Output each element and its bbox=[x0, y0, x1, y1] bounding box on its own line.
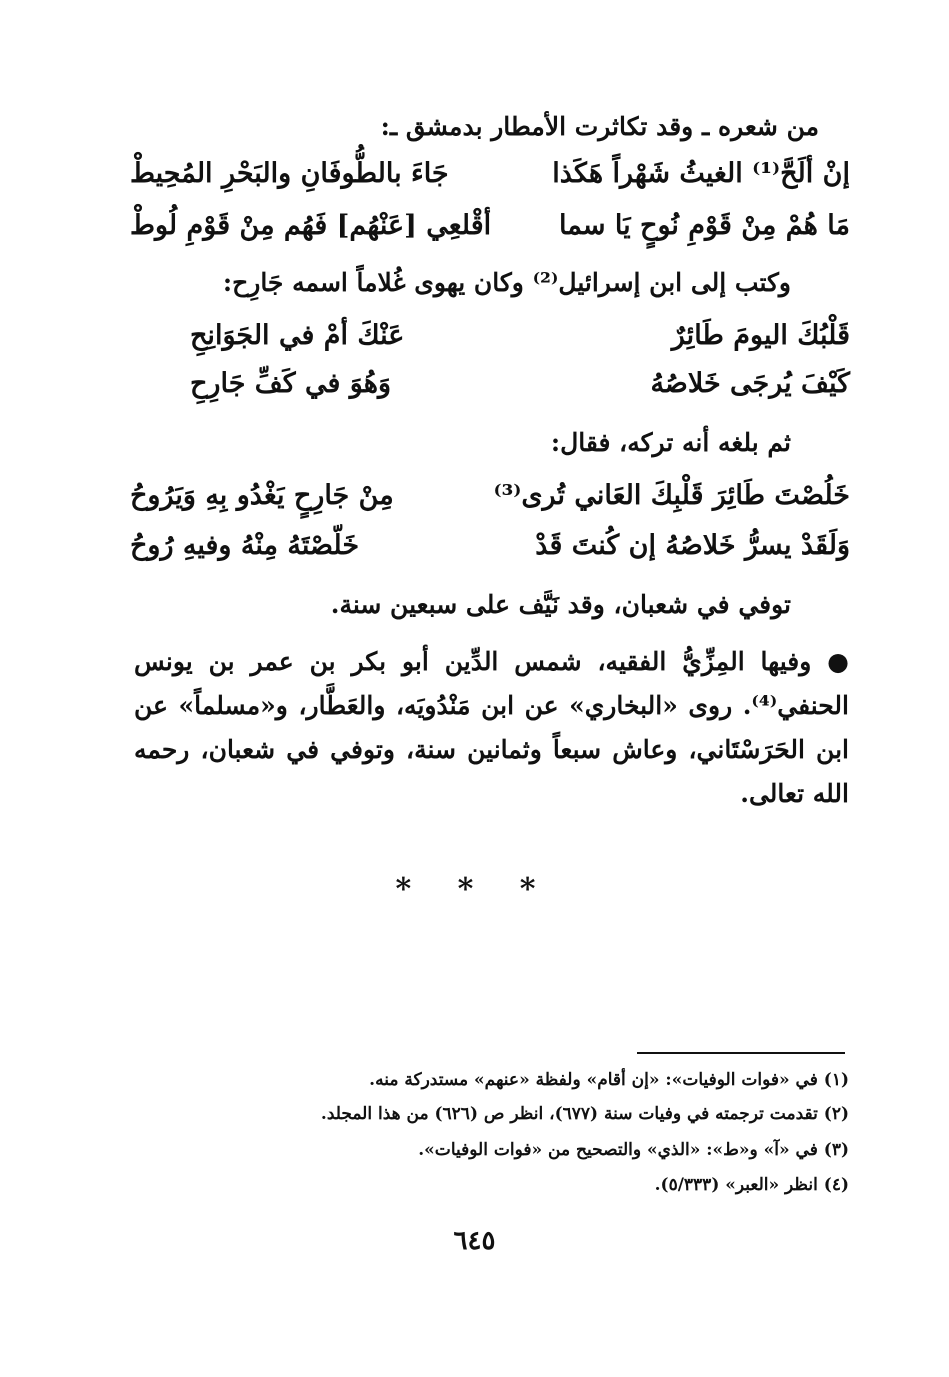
poem-3-verse-1 bbox=[130, 480, 850, 526]
hemistich-first: خَلُصْتَ طَائِرَ قَلْبِكَ العَاني تُرى⁽³⁾ bbox=[493, 480, 850, 511]
intro-line-2: وكتب إلى ابن إسرائيل⁽²⁾ وكان يهوى غُلاماً اسمه جَارِح: bbox=[222, 268, 791, 297]
poem-1-verse-2 bbox=[130, 210, 850, 256]
death-line: توفي في شعبان، وقد نَيَّف على سبعين سنة. bbox=[330, 590, 791, 619]
footnote-3: (٣) في «آ» و«ط»: «الذي» والتصحيح من «فوات الوفيات». bbox=[418, 1140, 849, 1160]
hemistich-second: جَاءَ بالطُّوفَانِ والبَحْرِ المُحِيطْ bbox=[130, 158, 449, 189]
biography-paragraph: ● وفيها المِزِّيُّ الفقيه، شمس الدِّين أبو بكر بن عمر بن يونس الحنفي⁽⁴⁾. روى «البخاري» عن ابن مَنْدُويَه، والعَطَّار، و«مسلماً» عن ابن الحَرَسْتَاني، وعاش سبعاً وثمانين سنة، وتوفي في شعبان، رحمه الله تعالى. bbox=[134, 647, 849, 808]
poem-2-verse-1 bbox=[130, 320, 850, 366]
hemistich-second: وَهُوَ في كَفِّ جَارِحِ bbox=[190, 368, 392, 399]
poem-2-verse-2 bbox=[130, 368, 850, 414]
footnote-2: (٢) تقدمت ترجمته في وفيات سنة (٦٧٧)، انظر ص (٦٢٦) من هذا المجلد. bbox=[320, 1104, 849, 1124]
footnote-4: (٤) انظر «العبر» (٥/٣٣٣). bbox=[654, 1175, 849, 1195]
footnote-rule bbox=[637, 1052, 845, 1054]
hemistich-first: كَيْفَ يُرجَى خَلاصُهُ bbox=[650, 368, 850, 399]
section-separator: * * * bbox=[395, 872, 554, 907]
hemistich-second: عَنْكَ أمْ في الجَوَانِحِ bbox=[190, 320, 405, 351]
hemistich-first: وَلَقَدْ يسرُّ خَلاصُهُ إن كُنتَ قَدْ bbox=[535, 530, 850, 561]
page-number: ٦٤٥ bbox=[453, 1226, 496, 1256]
hemistich-second: خَلّصْتَهُ مِنْهُ وفيهِ رُوحُ bbox=[130, 530, 360, 561]
hemistich-second: مِنْ جَارِحٍ يَغْدُو بِهِ وَيَرُوحُ bbox=[130, 480, 394, 511]
poem-1-verse-1 bbox=[130, 158, 850, 204]
hemistich-first: قَلْبُكَ اليومَ طَائِرٌ bbox=[671, 320, 850, 351]
hemistich-second: أقْلعِي [عَنْهُم] فَهُم مِنْ قَوْمِ لُوطْ bbox=[130, 210, 492, 241]
intro-line-1: من شعره ـ وقد تكاثرت الأمطار بدمشق ـ: bbox=[380, 112, 819, 141]
hemistich-first: إنْ ألَحَّ⁽¹⁾ الغيثُ شَهْراً هَكَذا bbox=[552, 158, 850, 189]
intro-line-3: ثم بلغه أنه تركه، فقال: bbox=[550, 428, 791, 457]
footnote-1: (١) في «فوات الوفيات»: «إن أقام» ولفظة «عنهم» مستدركة منه. bbox=[369, 1070, 849, 1090]
hemistich-first: مَا هُمْ مِنْ قَوْمِ نُوحٍ يَا سما bbox=[559, 210, 850, 241]
poem-3-verse-2 bbox=[130, 530, 850, 576]
